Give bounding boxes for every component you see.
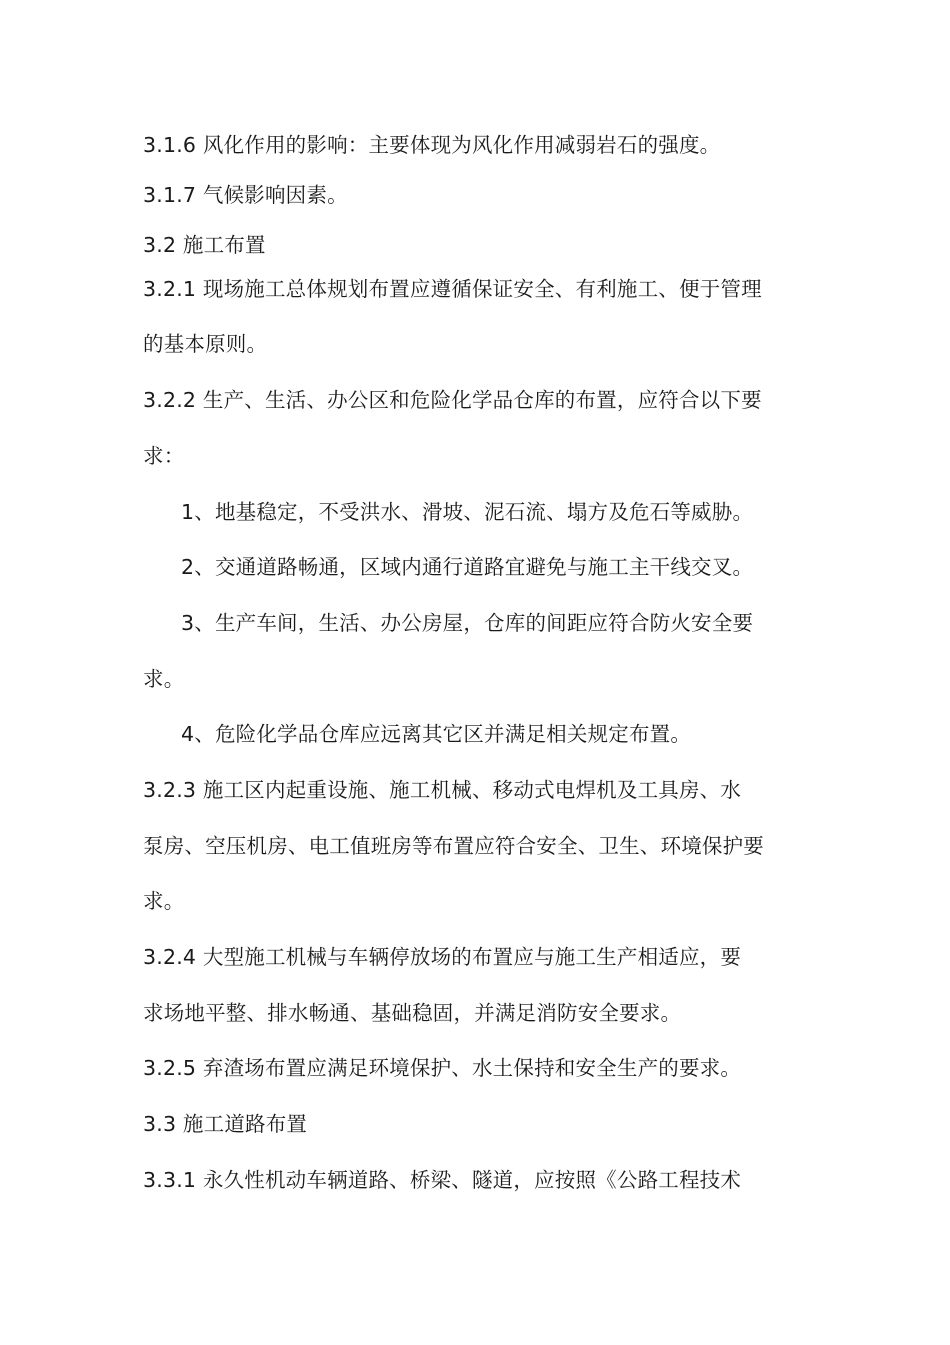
paragraph-3-2-2-line-1: 3.2.2 生产、生活、办公区和危险化学品仓库的布置，应符合以下要 <box>143 388 762 412</box>
list-item-1: 1、地基稳定，不受洪水、滑坡、泥石流、塌方及危石等威胁。 <box>181 500 754 524</box>
paragraph-3-2-3-line-2: 泵房、空压机房、电工值班房等布置应符合安全、卫生、环境保护要 <box>143 834 764 858</box>
paragraph-3-3-1-line-1: 3.3.1 永久性机动车辆道路、桥梁、隧道，应按照《公路工程技术 <box>143 1168 742 1192</box>
paragraph-3-2-3-line-1: 3.2.3 施工区内起重设施、施工机械、移动式电焊机及工具房、水 <box>143 778 742 802</box>
paragraph-3-2-1-line-2: 的基本原则。 <box>143 332 268 356</box>
paragraph-3-2-5: 3.2.5 弃渣场布置应满足环境保护、水土保持和安全生产的要求。 <box>143 1056 742 1080</box>
paragraph-3-2-2-line-2: 求： <box>143 444 185 468</box>
paragraph-3-2-4-line-2: 求场地平整、排水畅通、基础稳固，并满足消防安全要求。 <box>143 1001 682 1025</box>
list-item-3-line-2: 求。 <box>143 667 185 691</box>
list-item-3-line-1: 3、生产车间，生活、办公房屋，仓库的间距应符合防火安全要 <box>181 611 754 635</box>
paragraph-3-2-3-line-3: 求。 <box>143 889 185 913</box>
paragraph-3-2-4-line-1: 3.2.4 大型施工机械与车辆停放场的布置应与施工生产相适应，要 <box>143 945 742 969</box>
paragraph-3-1-7: 3.1.7 气候影响因素。 <box>143 183 348 207</box>
heading-3-2: 3.2 施工布置 <box>143 233 266 257</box>
list-item-4: 4、危险化学品仓库应远离其它区并满足相关规定布置。 <box>181 722 692 746</box>
paragraph-3-1-6: 3.1.6 风化作用的影响：主要体现为风化作用减弱岩石的强度。 <box>143 133 721 157</box>
paragraph-3-2-1-line-1: 3.2.1 现场施工总体规划布置应遵循保证安全、有利施工、便于管理 <box>143 277 762 301</box>
list-item-2: 2、交通道路畅通，区域内通行道路宜避免与施工主干线交叉。 <box>181 555 754 579</box>
heading-3-3: 3.3 施工道路布置 <box>143 1112 308 1136</box>
